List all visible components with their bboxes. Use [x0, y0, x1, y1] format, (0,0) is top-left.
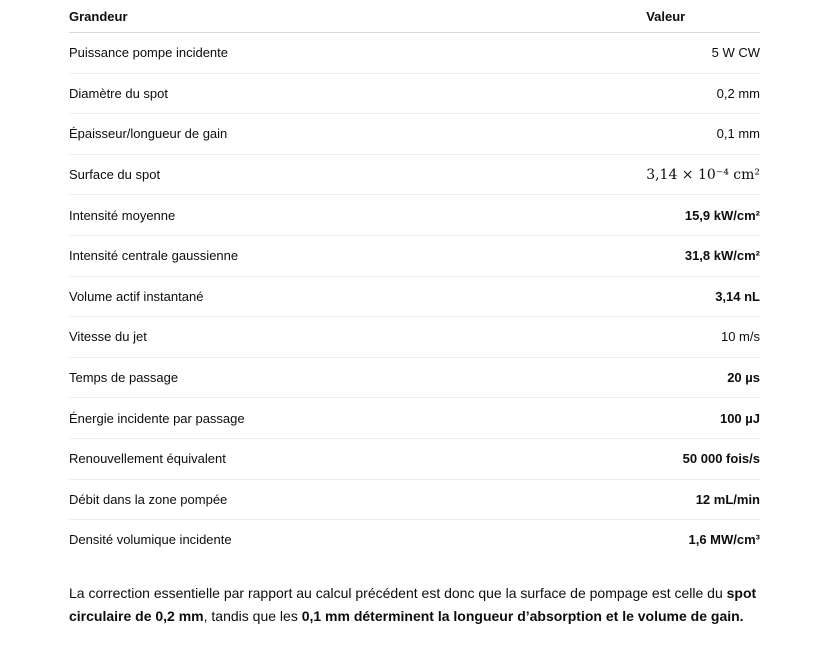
- conclusion-paragraph: [69, 582, 760, 629]
- table-row: [69, 479, 760, 520]
- row-label: Intensité centrale gaussienne: [69, 235, 646, 276]
- row-value: 0,2 mm: [646, 73, 760, 114]
- row-value: 20 µs: [646, 357, 760, 398]
- header-quantity: Grandeur: [69, 0, 646, 33]
- row-value: 3,14 nL: [646, 276, 760, 317]
- table-row: [69, 520, 760, 560]
- row-value: 100 µJ: [646, 398, 760, 439]
- row-value: 0,1 mm: [646, 114, 760, 155]
- row-label: Densité volumique incidente: [69, 532, 232, 548]
- header-value: Valeur: [646, 0, 760, 33]
- row-value: 1,6 MW/cm³: [688, 532, 760, 548]
- table-body: [69, 33, 760, 560]
- row-value: 10 m/s: [646, 317, 760, 358]
- paragraph-text-3: .: [739, 608, 744, 625]
- table-row: [69, 154, 760, 195]
- row-label: Énergie incidente par passage: [69, 398, 646, 439]
- paragraph-bold-1: spot circulaire de 0,2 mm: [69, 584, 757, 625]
- paragraph-bold-2: 0,1 mm déterminent la longueur d’absorption et le volume de gain: [301, 608, 740, 625]
- row-value: 12 mL/min: [646, 479, 760, 520]
- row-label: Temps de passage: [69, 357, 646, 398]
- row-label: Vitesse du jet: [69, 317, 646, 358]
- row-value: 15,9 kW/cm²: [646, 195, 760, 236]
- content: [69, 0, 760, 643]
- table-header-row: [69, 0, 760, 33]
- table-row: [69, 114, 760, 155]
- table-row: [69, 73, 760, 114]
- table-row: [69, 276, 760, 317]
- table-row: [69, 195, 760, 236]
- table-row: [69, 438, 760, 479]
- row-value: 50 000 fois/s: [646, 438, 760, 479]
- table-row: [69, 33, 760, 74]
- data-table: [69, 0, 760, 560]
- row-value: 31,8 kW/cm²: [646, 235, 760, 276]
- row-label: Épaisseur/longueur de gain: [69, 114, 646, 155]
- table-row: [69, 235, 760, 276]
- row-label: Diamètre du spot: [69, 73, 646, 114]
- paragraph-text-1: La correction essentielle par rapport au calcul précédent est donc que la surface de pompage est celle du: [69, 584, 727, 601]
- row-label: Débit dans la zone pompée: [69, 479, 646, 520]
- row-label: Surface du spot: [69, 154, 646, 195]
- row-value: 3,14 × 10⁻⁴ cm²: [646, 154, 760, 195]
- row-label: Renouvellement équivalent: [69, 438, 646, 479]
- row-value: 5 W CW: [646, 33, 760, 74]
- row-label: Intensité moyenne: [69, 195, 646, 236]
- table-row: [69, 357, 760, 398]
- table-row: [69, 317, 760, 358]
- row-label: Puissance pompe incidente: [69, 33, 646, 74]
- table-row: [69, 398, 760, 439]
- row-label: Volume actif instantané: [69, 276, 646, 317]
- paragraph-text-2: , tandis que les: [203, 608, 302, 625]
